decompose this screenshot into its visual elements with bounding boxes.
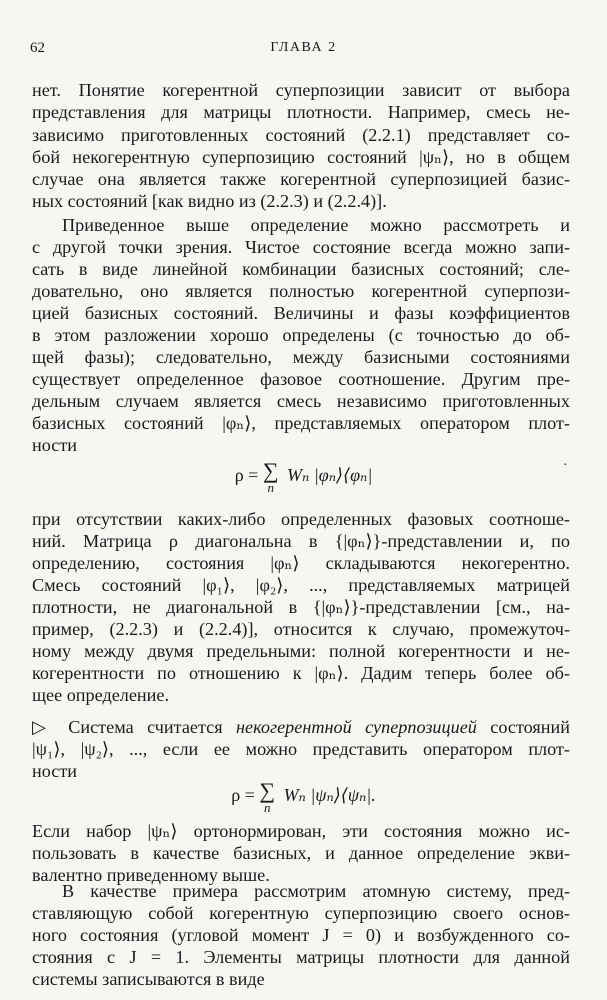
density-formula-phi xyxy=(0,460,607,494)
sum-operator xyxy=(263,460,279,494)
text-line: существует определенное фазовое соотношение. Другим пре- xyxy=(32,369,570,389)
text-line: В качестве примера рассмотрим атомную систему, пред- xyxy=(62,881,570,901)
text-line: стояния с J = 1. Элементы матрицы плотности для данной xyxy=(32,947,570,967)
text-line: плотности, не диагональной в {|φₙ⟩}-представлении [см., на- xyxy=(32,597,570,617)
text-line: зависимо приготовленных состояний (2.2.1) представляет со- xyxy=(32,125,570,145)
text-line: щее определение. xyxy=(32,685,170,705)
definition-tail: состояний xyxy=(490,717,570,737)
definition-marker: ▷ xyxy=(32,717,55,737)
chapter-title: ГЛАВА 2 xyxy=(270,40,337,55)
text-line: случае она является также когерентной суперпозицией базис- xyxy=(32,169,570,189)
text-line: Смесь состояний |φ₁⟩, |φ₂⟩, ..., представляемых матрицей xyxy=(32,575,570,595)
sum-index: n xyxy=(263,800,271,815)
sum-symbol: ∑ xyxy=(259,778,276,803)
definition-term: некогерентной суперпозицией xyxy=(235,717,477,737)
text-line: ных состояний [как видно из (2.2.3) и (2.2.4)]. xyxy=(32,191,387,211)
text-line: ному между двумя предельными: полной когерентности и не- xyxy=(32,641,570,661)
sum-index: n xyxy=(267,480,274,495)
text-line: ности xyxy=(32,761,78,781)
text-line: нет. Понятие когерентной суперпозиции зависит от выбора xyxy=(32,80,570,100)
text-line: Приведенное выше определение можно рассмотреть и xyxy=(62,215,570,235)
text-line: системы записываются в виде xyxy=(32,969,265,989)
sum-symbol: ∑ xyxy=(262,458,279,483)
formula-rhs: Wₙ |φₙ⟩⟨φₙ| xyxy=(287,465,373,486)
text-line: пользовать в качестве базисных, и данное определение экви- xyxy=(32,843,570,863)
text-line: валентно приведенному выше. xyxy=(32,865,270,885)
formula-rhs: Wₙ |ψₙ⟩⟨ψₙ|. xyxy=(283,785,376,806)
text-line: сать в виде линейной комбинации базисных состояний; сле- xyxy=(32,259,570,279)
definition-line xyxy=(32,716,570,738)
stray-mark: · xyxy=(563,458,568,473)
text-line: Если набор |ψₙ⟩ ортонормирован, эти состояния можно ис- xyxy=(32,821,570,841)
text-line: щей фазы); следовательно, между базисными состояниями xyxy=(32,347,570,367)
text-line: представления для матрицы плотности. Например, смесь не- xyxy=(32,102,570,122)
formula-lhs: ρ = xyxy=(234,465,263,486)
text-line: |ψ₁⟩, |ψ₂⟩, ..., если ее можно представить оператором плот- xyxy=(32,739,570,759)
text-line: базисных состояний |φₙ⟩, представляемых оператором плот- xyxy=(32,413,570,433)
text-line: с другой точки зрения. Чистое состояние всегда можно запи- xyxy=(32,237,570,257)
text-line: цией базисных состояний. Величины и фазы коэффициентов xyxy=(32,303,570,323)
density-formula-psi xyxy=(0,780,607,814)
text-line: ставляющую собой когерентную суперпозицию своего основ- xyxy=(32,903,570,923)
formula-lhs: ρ = xyxy=(231,785,260,806)
definition-lead: Система считается xyxy=(68,717,223,737)
text-line: бой некогерентную суперпозицию состояний |ψₙ⟩, но в общем xyxy=(32,147,570,167)
text-line: определению, состояния |φₙ⟩ складываются некогерентно. xyxy=(32,553,570,573)
text-line: в этом разложении хорошо определены (с точностью до об- xyxy=(32,325,570,345)
text-line: довательно, оно является полностью когерентной суперпози- xyxy=(32,281,570,301)
text-line: когерентности по отношению к |φₙ⟩. Дадим теперь более об- xyxy=(32,663,570,683)
sum-operator xyxy=(259,780,275,814)
text-line: при отсутствии каких-либо определенных фазовых соотноше- xyxy=(32,509,570,529)
text-line: пример, (2.2.3) и (2.2.4)], относится к случаю, промежуточ- xyxy=(32,619,570,639)
text-line: ний. Матрица ρ диагональна в {|φₙ⟩}-представлении и, по xyxy=(32,531,570,551)
text-line: ного состояния (угловой момент J = 0) и возбужденного со- xyxy=(32,925,570,945)
text-line: ности xyxy=(32,435,78,455)
page-number: 62 xyxy=(30,40,45,56)
text-line: дельным случаем является смесь независимо приготовленных xyxy=(32,391,570,411)
